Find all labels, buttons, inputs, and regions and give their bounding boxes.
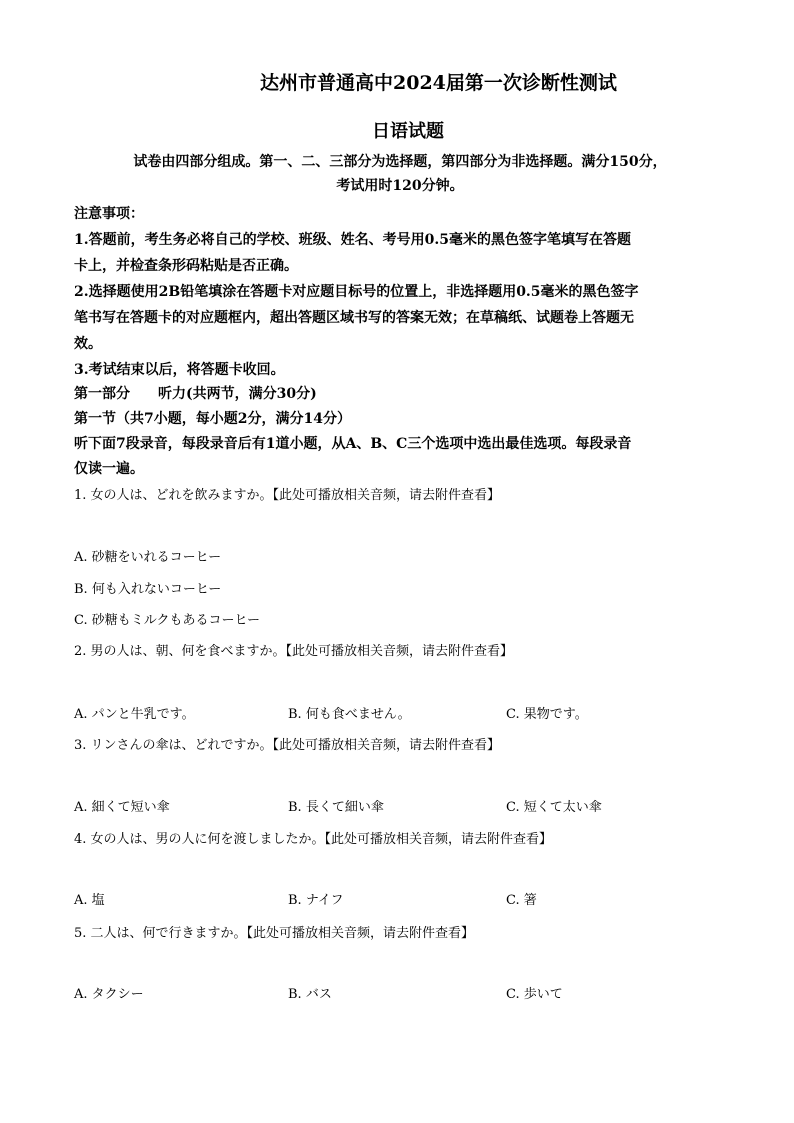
question-4: 4. 女の人は、男の人に何を渡しましたか。【此处可播放相关音频，请去附件查看】 bbox=[74, 832, 553, 847]
note-item-3: 3.考试结束以后，将答题卡收回。 bbox=[74, 362, 285, 378]
question-1: 1. 女の人は、どれを飲みますか。【此处可播放相关音频，请去附件查看】 bbox=[74, 488, 501, 503]
q2-option-a[interactable]: A. パンと牛乳です。 bbox=[74, 707, 195, 722]
q1-option-b[interactable]: B. 何も入れないコーヒー bbox=[74, 582, 222, 597]
exam-intro bbox=[70, 150, 730, 198]
q5-option-b[interactable]: B. バス bbox=[288, 987, 332, 1002]
q1-option-c[interactable]: C. 砂糖もミルクもあるコーヒー bbox=[74, 613, 260, 628]
question-3: 3. リンさんの傘は、どれですか。【此处可播放相关音频，请去附件查看】 bbox=[74, 738, 501, 753]
exam-subtitle: 日语试题 bbox=[372, 121, 444, 142]
q3-option-c[interactable]: C. 短くて太い傘 bbox=[506, 800, 602, 815]
part1-instruction: 听下面7段录音，每段录音后有1道小题，从A、B、C三个选项中选出最佳选项。每段录音 bbox=[74, 436, 632, 452]
notes-section bbox=[74, 201, 728, 383]
q2-option-b[interactable]: B. 何も食べません。 bbox=[288, 707, 411, 722]
note-item-2: 2.选择题使用2B铅笔填涂在答题卡对应题目标号的位置上，非选择题用0.5毫米的黑色签字 bbox=[74, 284, 639, 300]
question-5: 5. 二人は、何で行きますか。【此处可播放相关音频，请去附件查看】 bbox=[74, 926, 475, 941]
q4-option-c[interactable]: C. 箸 bbox=[506, 893, 537, 908]
q5-option-a[interactable]: A. タクシー bbox=[74, 987, 144, 1002]
q1-option-a[interactable]: A. 砂糖をいれるコーヒー bbox=[74, 550, 222, 565]
note-item-2-cont: 笔书写在答题卡的对应题框内，超出答题区域书写的答案无效；在草稿纸、试题卷上答题无 bbox=[74, 310, 634, 326]
question-2: 2. 男の人は、朝、何を食べますか。【此处可播放相关音频，请去附件查看】 bbox=[74, 644, 514, 659]
note-item-2-cont: 效。 bbox=[74, 336, 102, 352]
q4-option-a[interactable]: A. 塩 bbox=[74, 893, 105, 908]
intro-line: 试卷由四部分组成。第一、二、三部分为选择题，第四部分为非选择题。满分150分， bbox=[133, 154, 667, 170]
note-item-1: 1.答题前，考生务必将自己的学校、班级、姓名、考号用0.5毫米的黑色签字笔填写在答题 bbox=[74, 232, 631, 248]
part1-section: 第一节（共7小题，每小题2分，满分14分） bbox=[74, 411, 351, 427]
q5-option-c[interactable]: C. 歩いて bbox=[506, 987, 563, 1002]
q3-option-a[interactable]: A. 細くて短い傘 bbox=[74, 800, 170, 815]
intro-line: 考试用时120分钟。 bbox=[336, 178, 464, 194]
note-item-1-cont: 卡上，并检查条形码粘贴是否正确。 bbox=[74, 258, 298, 274]
q3-option-b[interactable]: B. 長くて細い傘 bbox=[288, 800, 384, 815]
exam-title: 达州市普通高中2024届第一次诊断性测试 bbox=[260, 72, 617, 94]
q4-option-b[interactable]: B. ナイフ bbox=[288, 893, 344, 908]
q2-option-c[interactable]: C. 果物です。 bbox=[506, 707, 588, 722]
part1-instruction-cont: 仅读一遍。 bbox=[74, 461, 144, 477]
part1-heading: 第一部分 听力(共两节，满分30分) bbox=[74, 386, 317, 402]
notes-heading: 注意事项： bbox=[74, 206, 144, 222]
